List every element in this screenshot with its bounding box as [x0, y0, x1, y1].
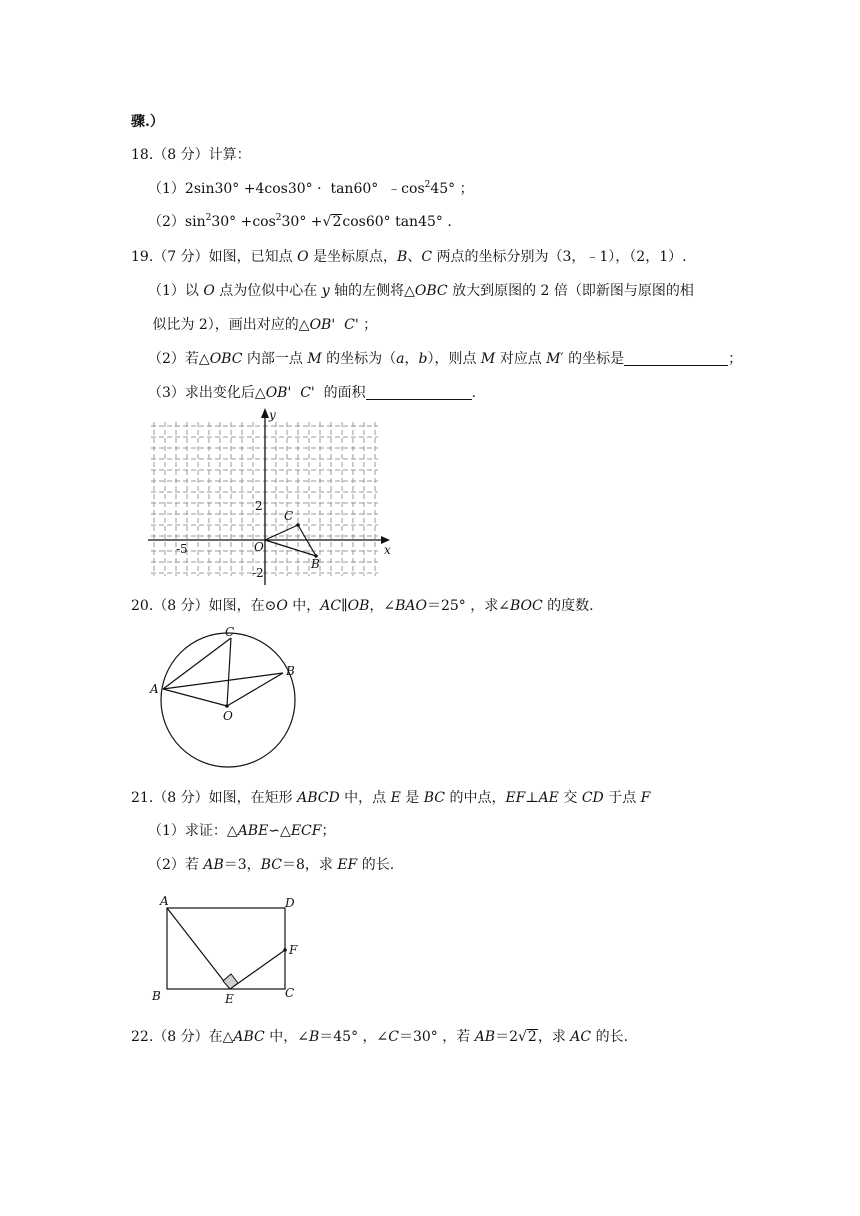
q21-head: 21.（8 分）如图，在矩形 ABCD 中，点 E 是 BC 的中点，EF⊥AE 交 CD 于点 F: [131, 790, 651, 806]
tick-label-neg2: -2: [252, 566, 264, 580]
tick-label-2: 2: [255, 499, 263, 513]
x-axis-label: x: [384, 543, 391, 557]
q18-part2: $(2)\sin^230^\circ +\cos^230^\circ +√2\cos 60^\circ$ tan45° .: [148, 213, 452, 230]
tick-label-neg5: -5: [176, 542, 188, 556]
answer-blank[interactable]: [366, 385, 472, 400]
circle-figure: [145, 622, 305, 777]
point-B-label: B: [311, 557, 320, 571]
point-B-label: B: [286, 664, 295, 678]
rectangle-figure: [145, 890, 310, 1008]
q18-head: 18.（8 分）计算：: [131, 147, 251, 163]
point-C-label: C: [285, 986, 295, 1000]
point-E-label: E: [225, 992, 234, 1006]
q21-part2: （2）若 AB＝3，BC＝8，求 EF 的长.: [148, 857, 395, 873]
point-F-label: F: [289, 943, 298, 957]
y-axis-label: y: [269, 408, 276, 422]
point-A-label: A: [160, 894, 169, 908]
point-D-label: D: [285, 896, 295, 910]
q19-part3: （3）求出变化后△OB' C' 的面积 .: [148, 385, 477, 401]
q19-part2: （2）若△OBC 内部一点 M 的坐标为（a，b），则点 M 对应点 M′ 的坐标是 ；: [148, 351, 743, 367]
answer-blank[interactable]: [624, 351, 728, 366]
point-B-label: B: [152, 989, 161, 1003]
point-C-label: C: [284, 509, 294, 523]
q19-part1-line2: 似比为 2），画出对应的△OB' C' ；: [148, 317, 378, 333]
q19-part1-line1: （1）以 O 点为位似中心在 y 轴的左侧将△OBC 放大到原图的 2 倍（即新图与原图的相: [148, 283, 694, 299]
right-angle-mark: [223, 974, 238, 989]
q19-head: 19.（7 分）如图，已知点 O 是坐标原点，B、C 两点的坐标分别为（3，﹣1），（2，1）.: [131, 249, 687, 265]
origin-label: O: [254, 540, 264, 554]
q21-part1: （1）求证：△ABE∽△ECF；: [148, 823, 336, 839]
point-A-label: A: [150, 682, 159, 696]
continued-fragment: 骤.）: [131, 114, 164, 130]
q20-head: 20.（8 分）如图，在⊙O 中，AC∥OB，∠BAO＝25° ，求∠BOC 的度数.: [131, 598, 594, 614]
point-O-label: O: [223, 709, 233, 723]
coordinate-grid-figure: [145, 408, 395, 588]
point-C-label: C: [225, 625, 235, 639]
q18-part1: （1）2sin30° +4cos30° · tan60° $﹣\cos^245^\circ$ ；: [148, 180, 474, 197]
y-axis-arrow: [261, 408, 269, 418]
q22-head: 22.（8 分）在△ABC 中，∠B＝45° ，∠C＝30° ，若 AB＝2√2，求 AC 的长.: [131, 1029, 629, 1045]
point-C-dot: [296, 523, 300, 527]
